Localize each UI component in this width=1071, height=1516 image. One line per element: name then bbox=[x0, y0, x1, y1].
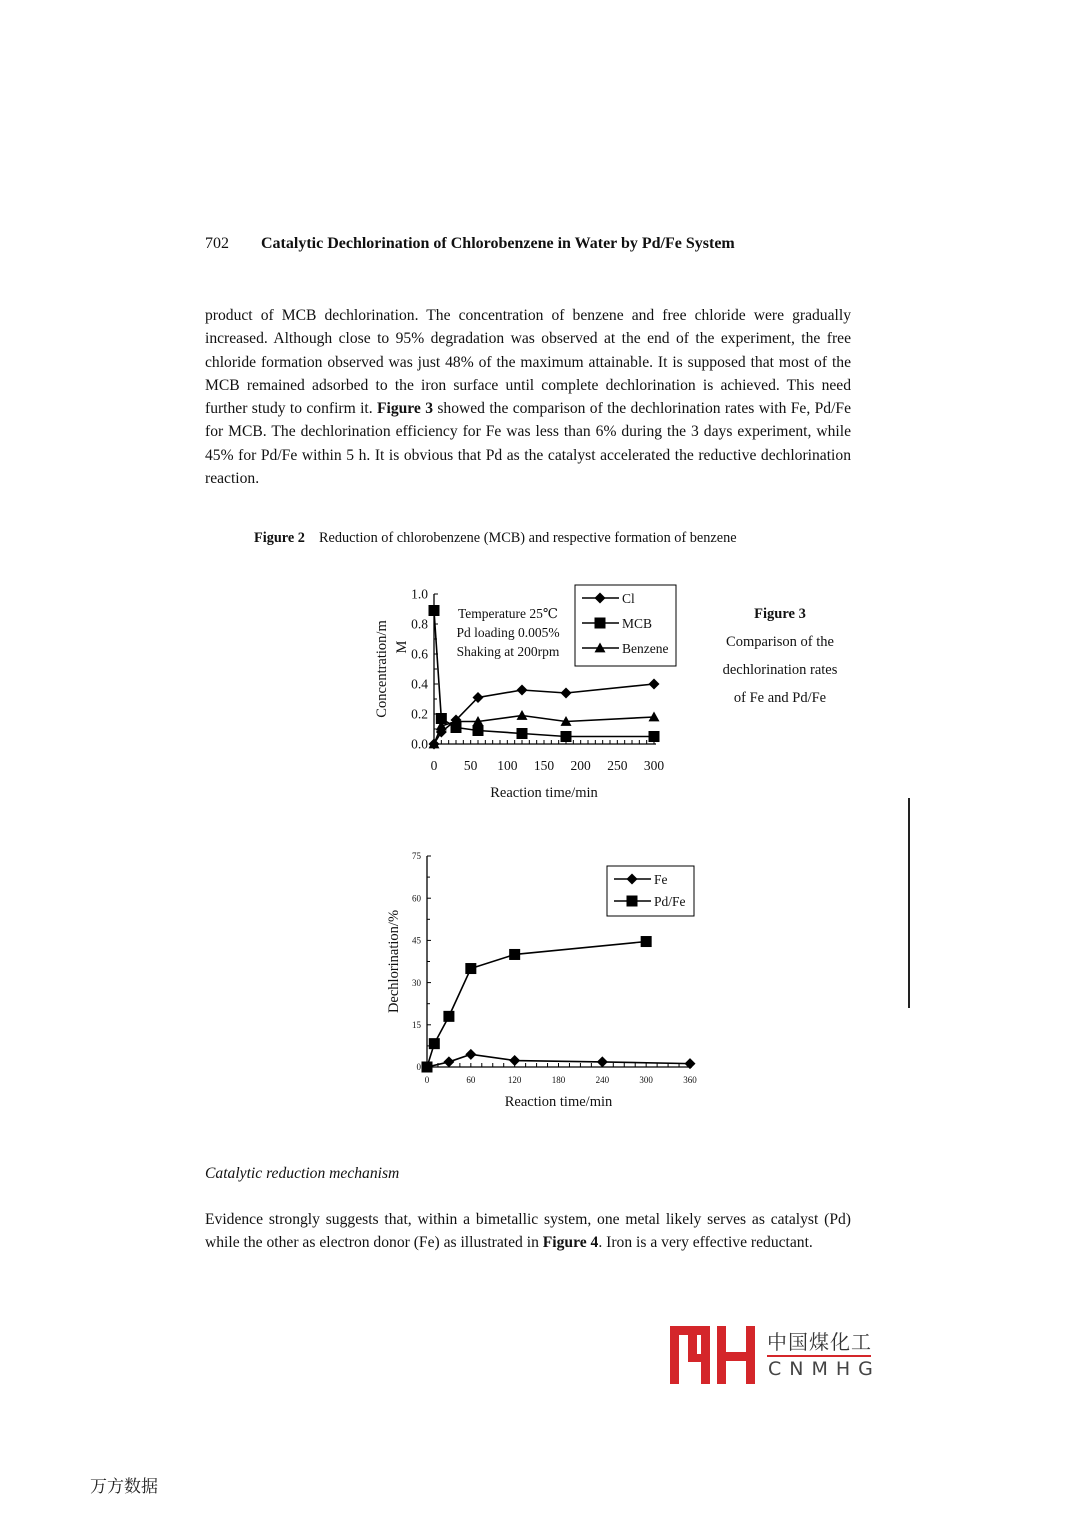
margin-rule bbox=[908, 798, 910, 1008]
x-tick-label: 360 bbox=[683, 1075, 697, 1085]
y-tick-label: 30 bbox=[412, 977, 421, 988]
data-point bbox=[429, 605, 440, 616]
annotation-text: Temperature 25℃ bbox=[458, 606, 558, 621]
x-tick-label: 60 bbox=[466, 1075, 476, 1085]
caption-line: of Fe and Pd/Fe bbox=[733, 690, 827, 706]
caption-text: Reduction of chlorobenzene (MCB) and respective formation of benzene bbox=[318, 530, 737, 546]
source-watermark: 万方数据 bbox=[90, 1477, 158, 1497]
x-tick-label: 300 bbox=[643, 758, 665, 773]
data-point bbox=[422, 1062, 433, 1073]
figure-reference: Figure 4 bbox=[542, 1234, 599, 1252]
data-point bbox=[517, 728, 528, 739]
caption-line: Comparison of the bbox=[726, 634, 834, 650]
annotation-text: Shaking at 200rpm bbox=[456, 644, 560, 659]
data-point bbox=[649, 731, 660, 742]
y-tick-label: 15 bbox=[412, 1019, 421, 1030]
y-tick-label: 0.8 bbox=[411, 616, 428, 632]
data-point bbox=[509, 949, 520, 960]
data-point bbox=[517, 710, 528, 720]
legend-label: Fe bbox=[654, 872, 668, 887]
data-point bbox=[597, 1056, 608, 1067]
data-point bbox=[465, 963, 476, 974]
series-fe bbox=[422, 1049, 696, 1073]
figure-3-chart bbox=[370, 845, 710, 1115]
data-point bbox=[509, 1055, 520, 1066]
data-point bbox=[465, 1049, 476, 1060]
data-point bbox=[443, 1056, 454, 1067]
figure-2-chart bbox=[360, 575, 700, 810]
section-heading: Catalytic reduction mechanism bbox=[205, 1165, 400, 1182]
data-point bbox=[443, 1011, 454, 1022]
x-tick-label: 50 bbox=[463, 758, 478, 773]
figure-label: Figure 2 bbox=[254, 530, 305, 546]
logo-divider bbox=[767, 1355, 871, 1357]
legend bbox=[607, 866, 694, 916]
x-tick-label: 300 bbox=[639, 1075, 653, 1085]
data-point bbox=[561, 731, 572, 742]
running-header bbox=[205, 235, 735, 253]
y-axis-title: Concentration/m bbox=[374, 620, 390, 718]
page-number: 702 bbox=[205, 235, 229, 252]
data-point bbox=[561, 688, 572, 699]
cnmhg-logo-mark bbox=[668, 1324, 760, 1386]
data-point bbox=[429, 1038, 440, 1049]
annotation-text: Pd loading 0.005% bbox=[456, 625, 560, 640]
y-tick-label: 0 bbox=[416, 1062, 421, 1073]
legend-label: Benzene bbox=[622, 641, 669, 656]
legend-label: Pd/Fe bbox=[654, 894, 686, 909]
figure-label: Figure 3 bbox=[754, 606, 806, 622]
legend-label: Cl bbox=[622, 591, 635, 606]
x-tick-label: 0 bbox=[430, 758, 438, 773]
x-tick-label: 180 bbox=[551, 1075, 566, 1085]
paragraph-text: product of MCB dechlorination. The concentration of benzene and free chloride were gradually increased. Although close to 95% degradation was observed at the end of the experiment, the free chloride formation observed was just 48% of the maximum attainable. It is supposed that most of the MCB remained adsorbed to the iron surface until complete dechlorination is achieved. This need further study to confirm it. bbox=[205, 307, 851, 418]
x-tick-label: 250 bbox=[607, 758, 628, 773]
logo-english-text: CNMHG bbox=[768, 1358, 881, 1380]
caption-line: dechlorination rates bbox=[722, 662, 838, 678]
y-tick-label: 0.2 bbox=[411, 706, 428, 722]
figure-2-caption bbox=[254, 530, 737, 547]
series-cl bbox=[429, 679, 660, 750]
data-point bbox=[473, 725, 484, 736]
y-tick-label: 0.0 bbox=[411, 736, 428, 752]
series-line bbox=[427, 942, 646, 1067]
y-tick-label: 45 bbox=[412, 935, 421, 946]
y-axis-title: M bbox=[394, 640, 410, 654]
paragraph-text: . Iron is a very effective reductant. bbox=[598, 1234, 813, 1252]
y-tick-label: 0.4 bbox=[411, 676, 428, 692]
y-axis-title: Dechlorination/% bbox=[386, 909, 402, 1014]
y-tick-label: 75 bbox=[412, 851, 421, 862]
legend-marker bbox=[595, 618, 606, 629]
paragraph-text: Evidence strongly suggests that, within a bimetallic system, one metal likely serves as catalyst (Pd) while the other as electron donor (Fe) as illustrated in bbox=[205, 1211, 851, 1252]
paragraph-text: showed the comparison of the dechlorination rates with Fe, Pd/Fe for MCB. The dechlorination efficiency for Fe was less than 6% during the 3 days experiment, while 45% for Pd/Fe within 5 h. It is obvious that Pd as the catalyst accelerated the reductive dechlorination reaction. bbox=[205, 400, 851, 488]
figure-reference: Figure 3 bbox=[376, 400, 433, 418]
x-tick-label: 100 bbox=[497, 758, 518, 773]
y-tick-label: 60 bbox=[412, 893, 421, 904]
paper-title: Catalytic Dechlorination of Chlorobenzene in Water by Pd/Fe System bbox=[261, 235, 735, 252]
x-tick-label: 120 bbox=[507, 1075, 522, 1085]
figure-3-caption bbox=[700, 600, 860, 712]
x-axis-title: Reaction time/min bbox=[490, 785, 598, 801]
data-point bbox=[517, 685, 528, 696]
y-tick-label: 0.6 bbox=[411, 646, 428, 662]
x-tick-label: 200 bbox=[570, 758, 591, 773]
y-tick-label: 1.0 bbox=[411, 586, 428, 602]
x-tick-label: 0 bbox=[424, 1075, 430, 1085]
x-tick-label: 240 bbox=[595, 1075, 610, 1085]
x-axis-title: Reaction time/min bbox=[504, 1094, 613, 1110]
x-tick-label: 150 bbox=[533, 758, 555, 773]
legend-label: MCB bbox=[622, 616, 653, 631]
data-point bbox=[649, 679, 660, 690]
body-paragraph-2 bbox=[205, 1208, 851, 1255]
data-point bbox=[641, 936, 652, 947]
legend bbox=[575, 585, 676, 666]
legend-marker bbox=[627, 896, 638, 907]
logo-chinese-text: 中国煤化工 bbox=[767, 1330, 872, 1354]
series-pd-fe bbox=[422, 936, 652, 1072]
body-paragraph-1 bbox=[205, 304, 851, 490]
